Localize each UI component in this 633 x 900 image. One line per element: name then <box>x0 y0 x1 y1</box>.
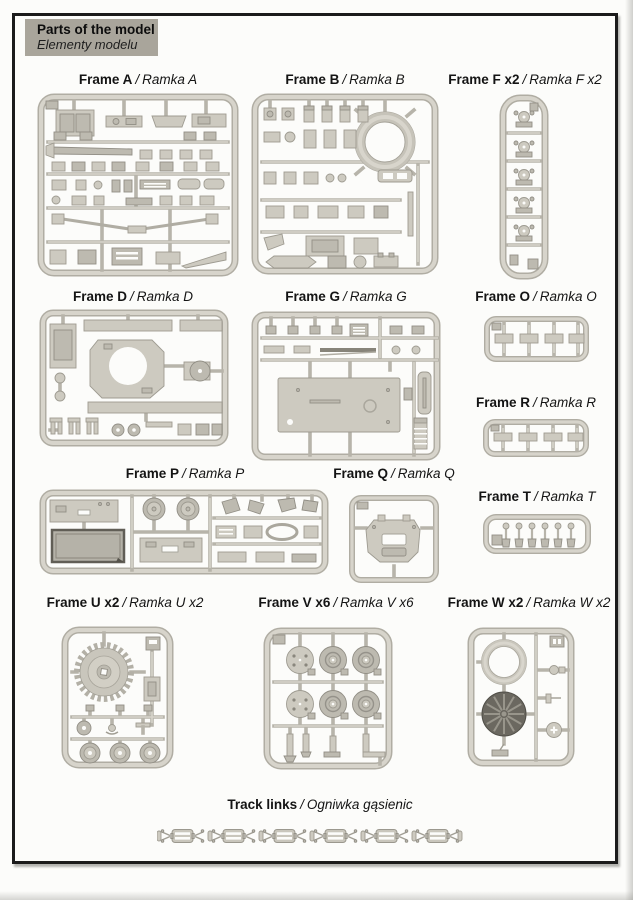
frame-t-name-pl: Ramka T <box>540 489 596 504</box>
frame-g-label <box>250 289 442 304</box>
frame-q-name-pl: Ramka Q <box>397 466 455 481</box>
separator: / <box>181 466 186 481</box>
frame-f-sprue-image <box>498 93 550 281</box>
frame-a-sprue-image <box>36 92 240 278</box>
frame-u-sprue-image <box>60 625 175 770</box>
separator: / <box>333 595 338 610</box>
track-links-name-en: Track links <box>227 797 298 812</box>
separator: / <box>534 489 538 504</box>
frame-r-sprue-image <box>482 418 590 458</box>
frame-w-name-pl: Ramka W x2 <box>533 595 611 610</box>
scan-edge-bottom <box>0 891 633 900</box>
page-title: Parts of the model <box>37 22 155 37</box>
frame-v-sprue-image <box>262 626 394 771</box>
frame-p-name-pl: Ramka P <box>188 466 245 481</box>
frame-b-name-en: Frame B <box>285 72 340 87</box>
separator: / <box>533 289 537 304</box>
frame-w-label <box>431 595 627 610</box>
frame-t-label <box>437 489 633 504</box>
separator: / <box>522 72 527 87</box>
frame-g-sprue-image <box>250 310 442 462</box>
frame-a-name-en: Frame A <box>78 72 133 87</box>
frame-u-name-en: Frame U x2 <box>46 595 120 610</box>
frame-t-name-en: Frame T <box>478 489 531 504</box>
frame-u-label <box>27 595 223 610</box>
frame-g-name-pl: Ramka G <box>349 289 407 304</box>
frame-g-name-en: Frame G <box>285 289 340 304</box>
frame-v-label <box>238 595 434 610</box>
page-header <box>25 19 158 56</box>
frame-o-name-pl: Ramka O <box>539 289 597 304</box>
frame-w-name-en: Frame W x2 <box>447 595 524 610</box>
frame-q-sprue-image <box>348 494 440 584</box>
separator: / <box>135 72 140 87</box>
separator: / <box>391 466 395 481</box>
frame-v-name-pl: Ramka V x6 <box>340 595 414 610</box>
separator: / <box>526 595 531 610</box>
scan-edge-right <box>625 0 633 900</box>
frame-r-name-en: Frame R <box>475 395 530 410</box>
frame-d-sprue-image <box>38 308 230 448</box>
frame-v-name-en: Frame V x6 <box>258 595 331 610</box>
frame-b-sprue-image <box>250 92 440 276</box>
frame-p-name-en: Frame P <box>125 466 179 481</box>
frame-d-name-pl: Ramka D <box>136 289 194 304</box>
frame-p-label <box>85 466 285 481</box>
track-links-name-pl: Ogniwka gąsienic <box>306 797 413 812</box>
frame-a-label <box>36 72 240 87</box>
frame-t-sprue-image <box>482 513 592 555</box>
separator: / <box>533 395 537 410</box>
track-links-label <box>170 797 470 812</box>
frame-f-label <box>425 72 625 87</box>
frame-w-sprue-image <box>466 626 576 768</box>
frame-r-name-pl: Ramka R <box>539 395 597 410</box>
frame-a-name-pl: Ramka A <box>142 72 198 87</box>
separator: / <box>342 72 347 87</box>
separator: / <box>300 797 304 812</box>
frame-r-label <box>436 395 633 410</box>
frame-b-name-pl: Ramka B <box>349 72 405 87</box>
frame-q-name-en: Frame Q <box>333 466 388 481</box>
frame-f-name-pl: Ramka F x2 <box>529 72 602 87</box>
frame-d-name-en: Frame D <box>72 289 127 304</box>
track-links-sprue-image <box>157 823 463 849</box>
frame-p-sprue-image <box>38 488 330 576</box>
frame-o-name-en: Frame O <box>475 289 530 304</box>
page-subtitle: Elementy modelu <box>37 37 138 52</box>
frame-d-label <box>36 289 230 304</box>
separator: / <box>343 289 347 304</box>
separator: / <box>122 595 127 610</box>
frame-f-name-en: Frame F x2 <box>448 72 520 87</box>
frame-q-label <box>294 466 494 481</box>
frame-o-sprue-image <box>483 315 590 363</box>
frame-u-name-pl: Ramka U x2 <box>129 595 204 610</box>
frame-b-label <box>250 72 440 87</box>
separator: / <box>130 289 134 304</box>
frame-o-label <box>436 289 633 304</box>
